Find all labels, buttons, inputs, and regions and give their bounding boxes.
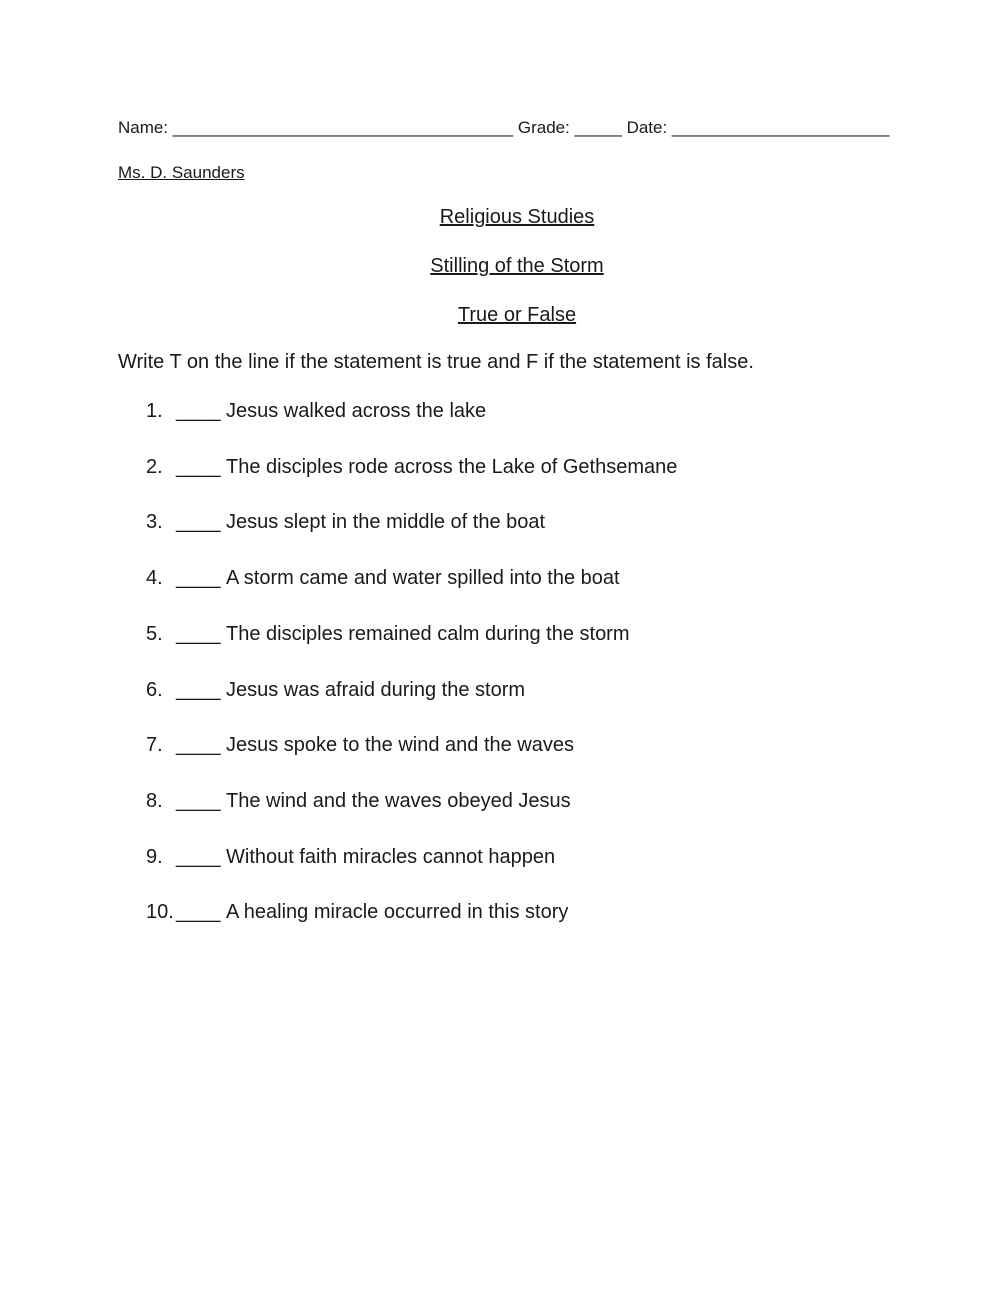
question-text: The disciples rode across the Lake of Gethsemane (226, 456, 678, 478)
question-item (146, 679, 525, 702)
question-text: Jesus walked across the lake (226, 400, 487, 422)
question-text: A healing miracle occurred in this story (226, 901, 569, 923)
question-number: 3. (146, 511, 163, 533)
answer-blank[interactable]: ____ (176, 400, 221, 422)
question-number: 5. (146, 623, 163, 645)
question-item (146, 511, 545, 534)
question-number: 1. (146, 400, 163, 422)
question-item (146, 846, 555, 869)
answer-blank[interactable]: ____ (176, 623, 221, 645)
question-item (146, 567, 620, 590)
question-text: Jesus spoke to the wind and the waves (226, 734, 574, 756)
answer-blank[interactable]: ____ (176, 511, 221, 533)
question-item (146, 623, 630, 646)
answer-blank[interactable]: ____ (176, 734, 221, 756)
question-number: 9. (146, 846, 163, 868)
question-number: 4. (146, 567, 163, 589)
question-item (146, 456, 677, 479)
answer-blank[interactable]: ____ (176, 456, 221, 478)
answer-blank[interactable]: ____ (176, 679, 221, 701)
question-item (146, 790, 571, 813)
question-text: The disciples remained calm during the storm (226, 623, 630, 645)
question-number: 10. (146, 901, 174, 923)
question-text: Without faith miracles cannot happen (226, 846, 556, 868)
question-text: A storm came and water spilled into the boat (226, 567, 620, 589)
answer-blank[interactable]: ____ (176, 846, 221, 868)
question-item (146, 901, 568, 924)
question-number: 8. (146, 790, 163, 812)
answer-blank[interactable]: ____ (176, 790, 221, 812)
answer-blank[interactable]: ____ (176, 567, 221, 589)
question-item (146, 734, 574, 757)
student-info-line: Name: ____________________________________ Grade: _____ Date: _______________________ (118, 118, 890, 137)
question-text: The wind and the waves obeyed Jesus (226, 790, 571, 812)
question-text: Jesus was afraid during the storm (226, 679, 526, 701)
question-number: 7. (146, 734, 163, 756)
question-item (146, 400, 486, 423)
question-number: 6. (146, 679, 163, 701)
answer-blank[interactable]: ____ (176, 901, 221, 923)
question-text: Jesus slept in the middle of the boat (226, 511, 546, 533)
teacher-name: Ms. D. Saunders (118, 163, 245, 182)
topic-title: Stilling of the Storm (430, 255, 604, 277)
activity-title: True or False (457, 304, 577, 326)
question-number: 2. (146, 456, 163, 478)
instructions: Write T on the line if the statement is true and F if the statement is false. (118, 351, 754, 373)
subject-title: Religious Studies (439, 206, 595, 228)
